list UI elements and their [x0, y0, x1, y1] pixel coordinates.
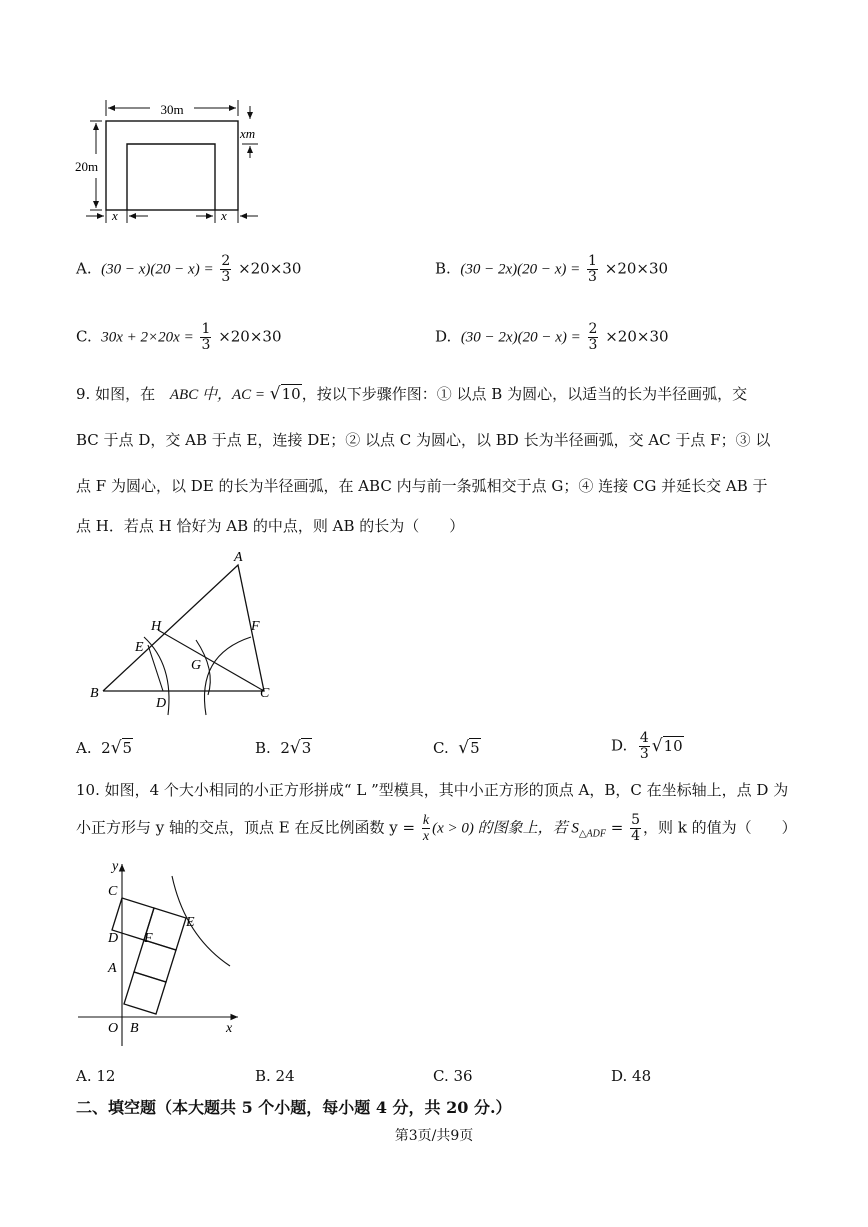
- fraction: $\frac{2}{3}$: [588, 321, 598, 353]
- label-E: E: [135, 640, 144, 655]
- q9-option-c[interactable]: C. √5: [433, 738, 480, 758]
- label-D: D: [108, 931, 119, 946]
- label-C: C: [108, 884, 118, 899]
- label-E: E: [186, 915, 195, 930]
- q8-option-a[interactable]: [76, 254, 301, 285]
- label-y: y: [112, 859, 119, 874]
- q9-option-d[interactable]: D. $\frac{4}{3}$ √10: [611, 730, 683, 762]
- q10-option-c[interactable]: C. 36: [433, 1067, 473, 1085]
- triangle-construction-figure: [86, 545, 286, 725]
- label-A: A: [108, 961, 117, 976]
- q8-option-b[interactable]: [435, 254, 668, 285]
- q10-option-d[interactable]: D. 48: [611, 1067, 652, 1085]
- label-C: C: [260, 686, 270, 701]
- section-title: 二、填空题（本大题共 5 个小题，每小题 4 分，共 20 分.）: [76, 1098, 512, 1117]
- label-F: F: [251, 619, 260, 634]
- label-B: B: [90, 686, 99, 701]
- width-label: 30m: [160, 102, 184, 117]
- option-rhs: ×20×30: [238, 259, 302, 278]
- option-letter: C.: [76, 327, 92, 346]
- label-H: H: [151, 619, 162, 634]
- l-shape-coordinate-figure: [70, 856, 250, 1051]
- option-letter: D.: [435, 327, 452, 346]
- q10-line-2: 小正方形与 y 轴的交点，顶点 E 在反比例函数 y = $\frac{k}{x}$ (x > 0) 的图象上，若 $S_{\triangle ADF}$ = $\frac{5}{4}$ ，则 k 的值为（ ）: [76, 812, 797, 844]
- fraction: $\frac{2}{3}$: [221, 253, 231, 285]
- option-lhs: 30x + 2×20x =: [101, 329, 194, 346]
- option-lhs: (30 − x)(20 − x) =: [101, 261, 214, 278]
- label-G: G: [191, 658, 202, 673]
- x-bottom-right-label: x: [221, 208, 227, 223]
- q10-line-1: 10. 如图，4 个大小相同的小正方形拼成“ L ”型模具，其中小正方形的顶点 A，B，C 在坐标轴上，点 D 为: [76, 781, 789, 799]
- option-rhs: ×20×30: [604, 259, 669, 278]
- sqrt: √10: [269, 384, 301, 404]
- q9-line-2: BC 于点 D，交 AB 于点 E，连接 DE；② 以点 C 为圆心，以 BD 长为半径画弧，交 AC 于点 F；③ 以: [76, 431, 771, 449]
- option-rhs: ×20×30: [605, 327, 669, 346]
- q9-line-1: 9. 如图，在 ABC 中，AC = √10，按以下步骤作图：① 以点 B 为圆心，以适当的长为半径画弧，交: [76, 384, 748, 404]
- label-A: A: [234, 550, 243, 565]
- label-F: F: [144, 931, 153, 946]
- q9-line-4: 点 H．若点 H 恰好为 AB 的中点，则 AB 的长为（ ）: [76, 517, 465, 535]
- label-O: O: [108, 1021, 119, 1036]
- x-right-label: xm: [240, 126, 256, 141]
- x-left-label: x: [112, 208, 118, 223]
- option-lhs: (30 − 2x)(20 − x) =: [460, 261, 581, 278]
- option-lhs: (30 − 2x)(20 − x) =: [460, 329, 581, 346]
- q9-line-3: 点 F 为圆心，以 DE 的长为半径画弧，在 ABC 内与前一条弧相交于点 G；④ 连接 CG 并延长交 AB 于: [76, 477, 768, 495]
- fraction: $\frac{1}{3}$: [588, 253, 597, 285]
- rectangle-field-figure: [72, 92, 272, 227]
- q10-option-b[interactable]: B. 24: [255, 1067, 295, 1085]
- label-D: D: [156, 696, 167, 711]
- option-letter: A.: [76, 259, 92, 278]
- label-B: B: [130, 1021, 139, 1036]
- q8-option-c[interactable]: [76, 322, 282, 353]
- q9-option-b[interactable]: B. 2√3: [255, 738, 312, 758]
- option-letter: B.: [435, 259, 451, 278]
- q10-option-a[interactable]: A. 12: [76, 1067, 116, 1085]
- label-x: x: [226, 1021, 233, 1036]
- height-label: 20m: [75, 159, 99, 174]
- fraction: $\frac{1}{3}$: [201, 321, 211, 353]
- q8-option-d[interactable]: [435, 322, 669, 353]
- page-footer: 第3页/共9页: [394, 1128, 474, 1144]
- option-rhs: ×20×30: [218, 327, 282, 346]
- q9-option-a[interactable]: A. 2√5: [76, 738, 133, 758]
